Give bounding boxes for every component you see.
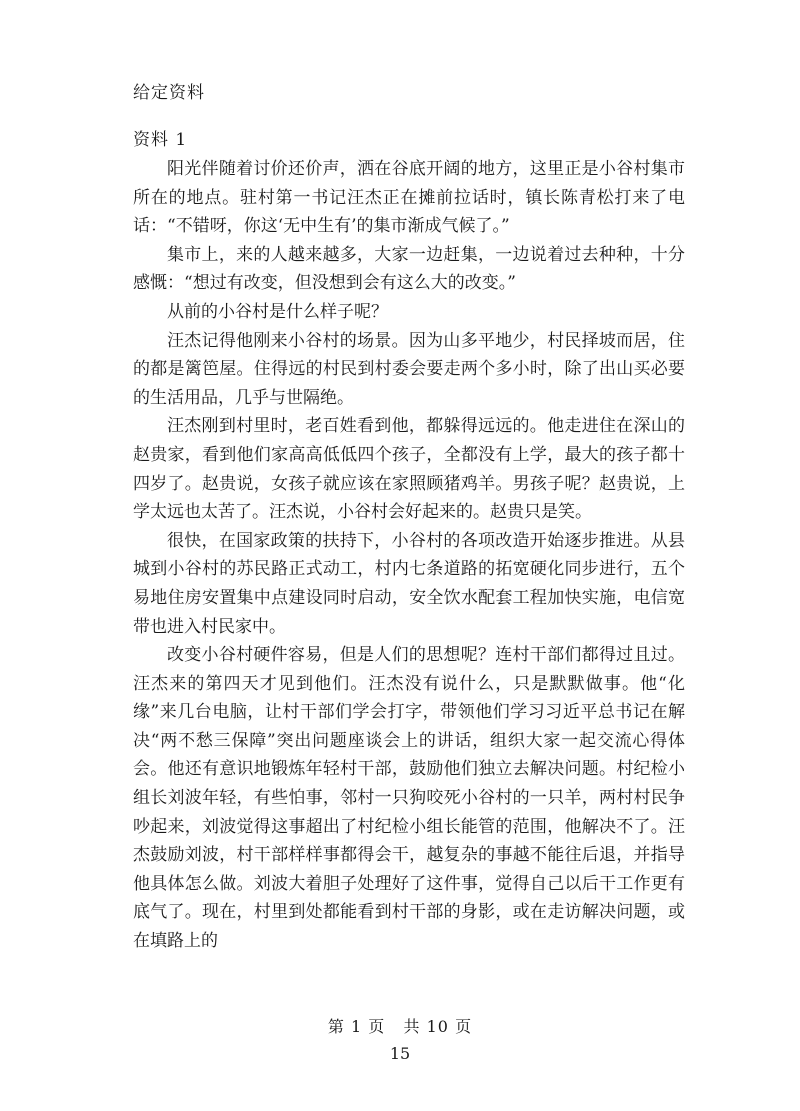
page-number: 15 [389, 1044, 411, 1063]
paragraph: 从前的小谷村是什么样子呢？ [167, 301, 388, 322]
paragraph: 阳光伴随着讨价还价声，洒在谷底开阔的地方，这里正是小谷村集市所在的地点。驻村第一书记汪杰正在摊前拉话时，镇长陈青松打来了电话：“不错呀，你这‘无中生有’的集市渐成气候了。” [133, 159, 685, 237]
paragraph: 改变小谷村硬件容易，但是人们的思想呢？连村干部们都得过且过。汪杰来的第四天才见到他们。汪杰没有说什么，只是默默做事。他“化缘”来几台电脑，让村干部们学会打字，带领他们学习习近平总书记在解决“两不愁三保障”突出问题座谈会上的讲话，组织大家一起交流心得体会。他还有意识地锻炼年轻村干部，鼓励他们独立去解决问题。村纪检小组长刘波年轻，有些怕事，邻村一只狗咬死小谷村的一只羊，两村村民争吵起来，刘波觉得这事超出了村纪检小组长能管的范围，他解决不了。汪杰鼓励刘波，村干部样样事都得会干，越复杂的事越不能往后退，并指导他具体怎么做。刘波大着胆子处理好了这件事，觉得自己以后干工作更有底气了。现在，村里到处都能看到村干部的身影，或在走访解决问题，或在填路上的 [133, 645, 685, 952]
paragraph: 汪杰刚到村里时，老百姓看到他，都躲得远远的。他走进住在深山的赵贵家，看到他们家高高低低四个孩子，全都没有上学，最大的孩子都十四岁了。赵贵说，女孩子就应该在家照顾猪鸡羊。男孩子呢？赵贵说，上学太远也太苦了。汪杰说，小谷村会好起来的。赵贵只是笑。 [133, 416, 685, 523]
document-body [133, 155, 685, 956]
paragraph: 汪杰记得他刚来小谷村的场景。因为山多平地少，村民择坡而居，住的都是篱笆屋。住得远的村民到村委会要走两个多小时，除了出山买必要的生活用品，几乎与世隔绝。 [133, 330, 685, 408]
section-title: 给定资料 [133, 83, 205, 103]
page-indicator: 第 1 页 共 10 页 [327, 1017, 473, 1036]
material-title: 资料 1 [133, 130, 188, 150]
paragraph: 集市上，来的人越来越多，大家一边赶集，一边说着过去种种，十分感慨：“想过有改变，但没想到会有这么大的改变。” [133, 244, 685, 294]
paragraph: 很快，在国家政策的扶持下，小谷村的各项改造开始逐步推进。从县城到小谷村的苏民路正式动工，村内七条道路的拓宽硬化同步进行，五个易地住房安置集中点建设同时启动，安全饮水配套工程加快实施，电信宽带也进入村民家中。 [133, 530, 685, 637]
